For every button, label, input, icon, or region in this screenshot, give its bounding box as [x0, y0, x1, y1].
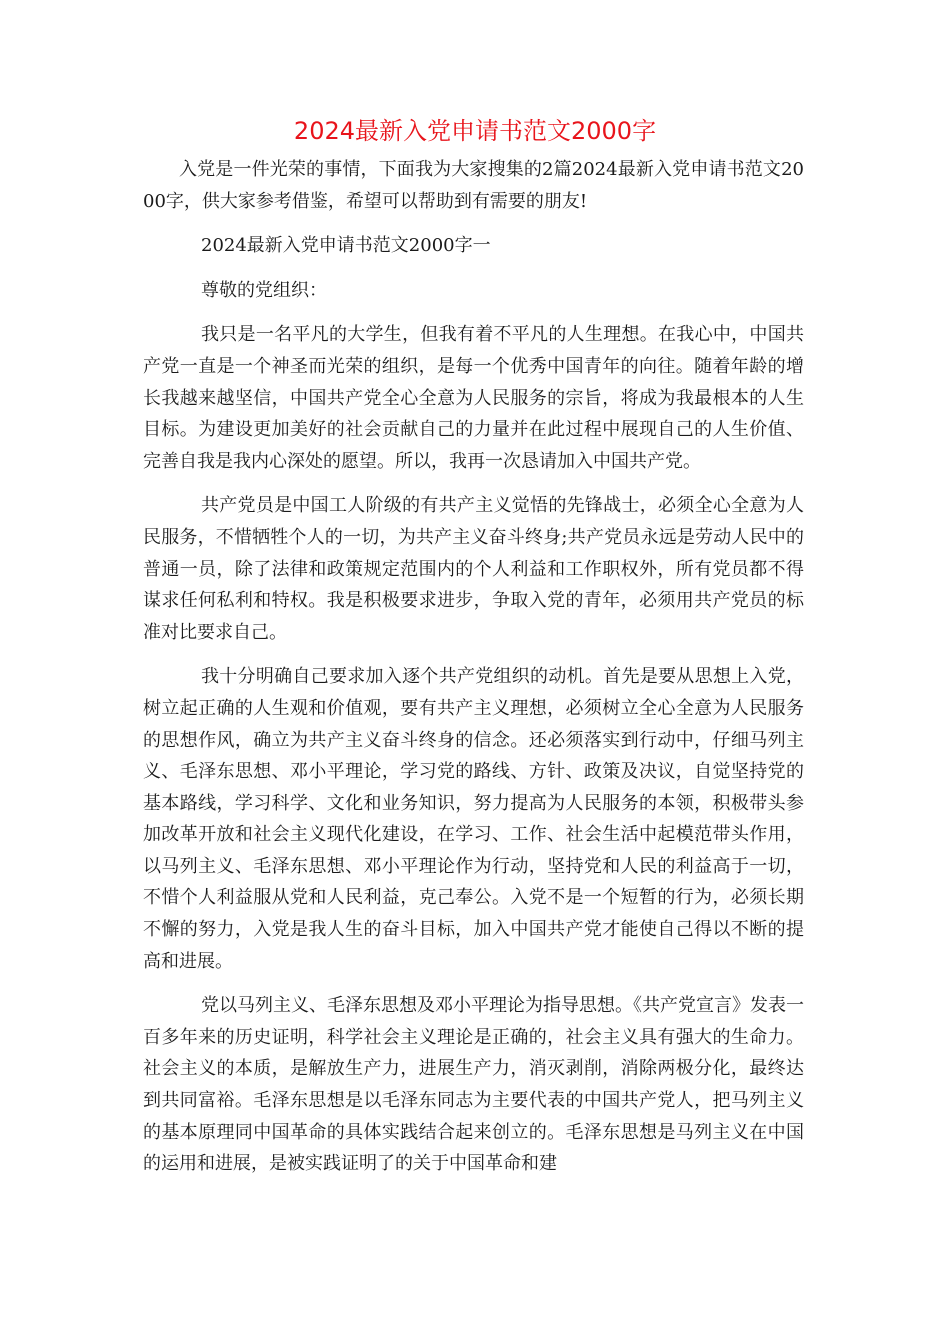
document-title: 2024最新入党申请书范文2000字 — [293, 117, 657, 145]
salutation: 尊敬的党组织： — [201, 279, 327, 301]
body-paragraph: 我十分明确自己要求加入逐个共产党组织的动机。首先是要从思想上入党，树立起正确的人生观和价值观，要有共产主义理想，必须树立全心全意为人民服务的思想作风，确立为共产主义奋斗终身的信念。还必须落实到行动中，仔细马列主义、毛泽东思想、邓小平理论，学习党的路线、方针、政策及决议，自觉坚持党的基本路线，学习科学、文化和业务知识，努力提高为人民服务的本领，积极带头参加改革开放和社会主义现代化建设，在学习、工作、社会生活中起模范带头作用，以马列主义、毛泽东思想、邓小平理论作为行动，坚持党和人民的利益高于一切，不惜个人利益服从党和人民利益，克己奉公。入党不是一个短暂的行为，必须长期不懈的努力，入党是我人生的奋斗目标，加入中国共产党才能使自己得以不断的提高和进展。 — [143, 666, 804, 972]
document-body — [143, 154, 804, 1180]
body-paragraph: 我只是一名平凡的大学生，但我有着不平凡的人生理想。在我心中，中国共产党一直是一个神圣而光荣的组织，是每一个优秀中国青年的向往。随着年龄的增长我越来越坚信，中国共产党全心全意为人民服务的宗旨，将成为我最根本的人生目标。为建设更加美好的社会贡献自己的力量并在此过程中展现自己的人生价值、完善自我是我内心深处的愿望。所以，我再一次恳请加入中国共产党。 — [143, 324, 804, 472]
intro-paragraph: 入党是一件光荣的事情，下面我为大家搜集的2篇2024最新入党申请书范文2000字，供大家参考借鉴，希望可以帮助到有需要的朋友! — [143, 159, 804, 212]
body-paragraph: 共产党员是中国工人阶级的有共产主义觉悟的先锋战士，必须全心全意为人民服务，不惜牺牲个人的一切，为共产主义奋斗终身;共产党员永远是劳动人民中的普通一员，除了法律和政策规定范围内的个人利益和工作职权外，所有党员都不得谋求任何私利和特权。我是积极要求进步，争取入党的青年，必须用共产党员的标准对比要求自己。 — [143, 495, 804, 643]
section-heading: 2024最新入党申请书范文2000字一 — [201, 235, 491, 257]
body-paragraph: 党以马列主义、毛泽东思想及邓小平理论为指导思想。《共产党宣言》发表一百多年来的历史证明，科学社会主义理论是正确的，社会主义具有强大的生命力。社会主义的本质，是解放生产力，进展生产力，消灭剥削，消除两极分化，最终达到共同富裕。毛泽东思想是以毛泽东同志为主要代表的中国共产党人，把马列主义的基本原理同中国革命的具体实践结合起来创立的。毛泽东思想是马列主义在中国的运用和进展，是被实践证明了的关于中国革命和建 — [143, 995, 804, 1175]
